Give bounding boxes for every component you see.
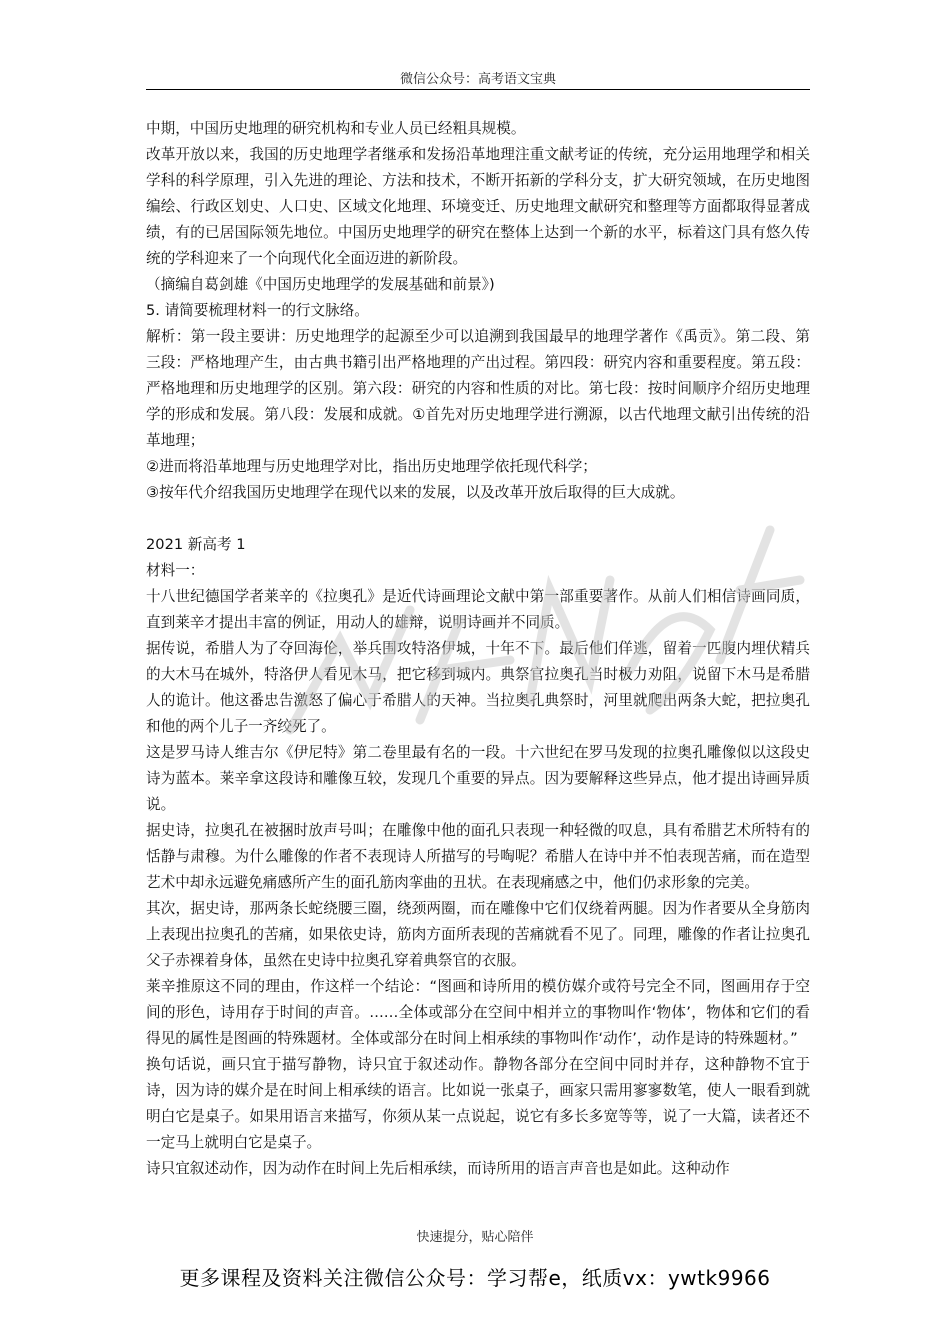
paragraph: 这是罗马诗人维吉尔《伊尼特》第二卷里最有名的一段。十六世纪在罗马发现的拉奥孔雕像似以这段史诗为蓝本。莱辛拿这段诗和雕像互较，发现几个重要的异点。因为要解释这些异点，他才提出诗画异质说。 <box>146 744 810 813</box>
paragraph: 中期，中国历史地理的研究机构和专业人员已经粗具规模。 <box>146 120 526 137</box>
paragraph: 十八世纪德国学者莱辛的《拉奥孔》是近代诗画理论文献中第一部重要著作。从前人们相信诗画同质，直到莱辛才提出丰富的例证，用动人的雄辩，说明诗画并不同质。 <box>146 588 810 631</box>
citation: （摘编自葛剑雄《中国历史地理学的发展基础和前景》) <box>146 276 495 293</box>
paragraph: 莱辛推原这不同的理由，作这样一个结论：“图画和诗所用的模仿媒介或符号完全不同，图画用存于空间的形色，诗用存于时间的声音。……全体或部分在空间中相并立的事物叫作‘物体’，物体和它们的看得见的属性是图画的特殊题材。全体或部分在时间上相承续的事物叫作‘动作’，动作是诗的特殊题材。” <box>146 978 810 1047</box>
paragraph: 解析：第一段主要讲：历史地理学的起源至少可以追溯到我国最早的地理学著作《禹贡》。第二段、第三段：严格地理产生，由古典书籍引出严格地理的产出过程。第四段：研究内容和重要程度。第五段：严格地理和历史地理学的区别。第六段：研究的内容和性质的对比。第七段：按时间顺序介绍历史地理学的形成和发展。第八段：发展和成就。①首先对历史地理学进行溯源，以古代地理文献引出传统的沿革地理； <box>146 328 810 449</box>
paragraph: ②进而将沿革地理与历史地理学对比，指出历史地理学依托现代科学； <box>146 458 597 475</box>
header-divider <box>146 89 810 90</box>
paragraph: 换句话说，画只宜于描写静物，诗只宜于叙述动作。静物各部分在空间中同时并存，这种静物不宜于诗，因为诗的媒介是在时间上相承续的语言。比如说一张桌子，画家只需用寥寥数笔，使人一眼看到就明白它是桌子。如果用语言来描写，你须从某一点说起，说它有多长多宽等等，说了一大篇，读者还不一定马上就明白它是桌子。 <box>146 1056 810 1151</box>
document-body <box>146 116 810 1182</box>
blank-line <box>146 506 810 532</box>
question: 5. 请简要梳理材料一的行文脉络。 <box>146 302 369 319</box>
paragraph: ③按年代介绍我国历史地理学在现代以来的发展，以及改革开放后取得的巨大成就。 <box>146 484 685 501</box>
paragraph: 据传说，希腊人为了夺回海伦，举兵围攻特洛伊城，十年不下。最后他们佯逃，留着一匹腹内埋伏精兵的大木马在城外，特洛伊人看见木马，把它移到城内。典祭官拉奥孔当时极力劝阻，说留下木马是希腊人的诡计。他这番忠告激怒了偏心于希腊人的天神。当拉奥孔典祭时，河里就爬出两条大蛇，把拉奥孔和他的两个儿子一齐绞死了。 <box>146 640 810 735</box>
page-header: 微信公众号：高考语文宝典 <box>399 72 556 87</box>
page-footer: 快速提分，贴心陪伴 <box>416 1230 534 1245</box>
paragraph: 改革开放以来，我国的历史地理学者继承和发扬沿革地理注重文献考证的传统，充分运用地理学和相关学科的科学原理，引入先进的理论、方法和技术，不断开拓新的学科分支，扩大研究领域，在历史地图编绘、行政区划史、人口史、区域文化地理、环境变迁、历史地理文献研究和整理等方面都取得显著成绩，有的已居国际领先地位。中国历史地理学的研究在整体上达到一个新的水平，标着这门具有悠久传统的学科迎来了一个向现代化全面迈进的新阶段。 <box>146 146 810 267</box>
material-heading: 材料一： <box>146 562 205 579</box>
promo-banner: 更多课程及资料关注微信公众号：学习帮e，纸质vx：ywtk9966 <box>179 1266 771 1290</box>
paragraph: 其次，据史诗，那两条长蛇绕腰三圈，绕颈两圈，而在雕像中它们仅绕着两腿。因为作者要从全身筋肉上表现出拉奥孔的苦痛，如果依史诗，筋肉方面所表现的苦痛就看不见了。同理，雕像的作者让拉奥孔父子赤裸着身体，虽然在史诗中拉奥孔穿着典祭官的衣服。 <box>146 900 810 969</box>
paragraph: 据史诗，拉奥孔在被捆时放声号叫；在雕像中他的面孔只表现一种轻微的叹息，具有希腊艺术所特有的恬静与肃穆。为什么雕像的作者不表现诗人所描写的号啕呢？希腊人在诗中并不怕表现苦痛，而在造型艺术中却永远避免痛感所产生的面孔筋肉挛曲的丑状。在表现痛感之中，他们仍求形象的完美。 <box>146 822 810 891</box>
paragraph: 诗只宜叙述动作，因为动作在时间上先后相承续，而诗所用的语言声音也是如此。这种动作 <box>146 1160 730 1177</box>
section-heading: 2021 新高考 1 <box>146 536 246 553</box>
